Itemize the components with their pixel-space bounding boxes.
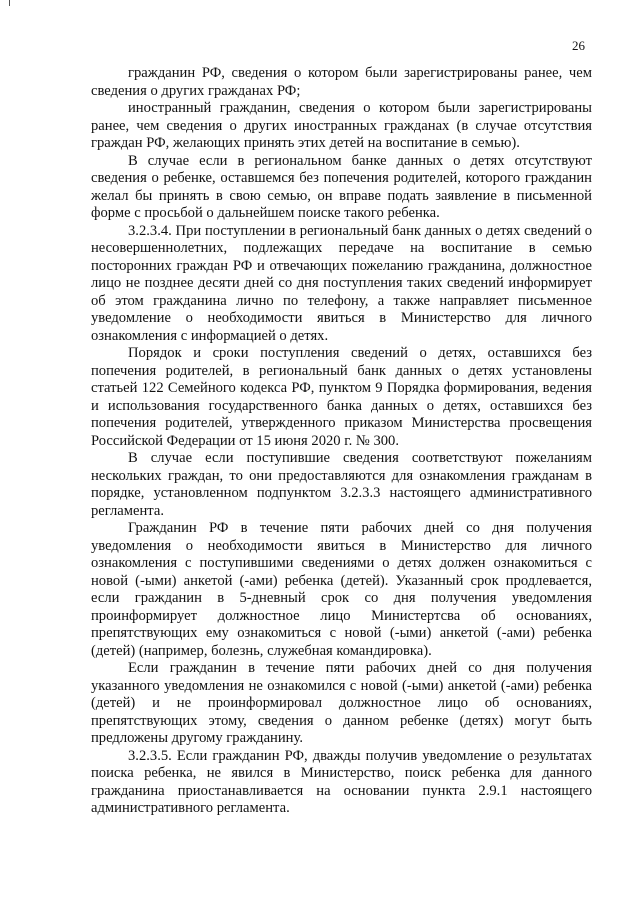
paragraph-6: В случае если поступившие сведения соответствуют пожеланиям нескольких граждан, то они предоставляются для ознакомления гражданам в порядке, установленном подпунктом 3.2.3.3 настоящего административного регламента.	[91, 450, 592, 519]
paragraph-4: 3.2.3.4. При поступлении в региональный банк данных о детях сведений о несовершеннолетних, подлежащих передаче на воспитание в семью посторонних граждан РФ и отвечающих пожеланию гражданина, должностное лицо не позднее десяти дней со дня поступления таких сведений информирует об этом гражданина лично по телефону, а также направляет письменное уведомление о необходимости явиться в Министерство для личного ознакомления с информацией о детях.	[91, 222, 592, 344]
document-body	[91, 65, 592, 818]
paragraph-1: гражданин РФ, сведения о котором были зарегистрированы ранее, чем сведения о других гражданах РФ;	[91, 65, 592, 99]
page-number: 26	[572, 38, 585, 53]
paragraph-5: Порядок и сроки поступления сведений о детях, оставшихся без попечения родителей, в региональный банк данных о детях установлены статьей 122 Семейного кодекса РФ, пунктом 9 Порядка формирования, ведения и использования государственного банка данных о детях, оставшихся без попечения родителей, утвержденного приказом Министерства просвещения Российской Федерации от 15 июня 2020 г. № 300.	[91, 345, 592, 449]
paragraph-7: Гражданин РФ в течение пяти рабочих дней со дня получения уведомления о необходимости явиться в Министерство для личного ознакомления с поступившими сведениями о детях должен ознакомиться с новой (-ыми) анкетой (-ами) ребенка (детей). Указанный срок продлевается, если гражданин в 5-дневный срок со дня получения уведомления проинформирует должностное лицо Министертсва об основаниях, препятствующих ему ознакомиться с новой (-ыми) анкетой (-ами) ребенка (детей) (например, болезнь, служебная командировка).	[91, 520, 592, 659]
scan-corner-mark	[9, 0, 10, 6]
paragraph-8: Если гражданин в течение пяти рабочих дней со дня получения указанного уведомления не ознакомился с новой (-ыми) анкетой (-ами) ребенка (детей) и не проинформировал должностное лицо об основаниях, препятствующих этому, сведения о данном ребенке (детях) могут быть предложены другому гражданину.	[91, 660, 592, 746]
paragraph-2: иностранный гражданин, сведения о котором были зарегистрированы ранее, чем сведения о других иностранных гражданах (в случае отсутствия граждан РФ, желающих принять этих детей на воспитание в семью).	[91, 100, 592, 151]
paragraph-3: В случае если в региональном банке данных о детях отсутствуют сведения о ребенке, оставшемся без попечения родителей, которого гражданин желал бы принять в свою семью, он вправе подать заявление в письменной форме с просьбой о дальнейшем поиске такого ребенка.	[91, 152, 592, 221]
paragraph-9: 3.2.3.5. Если гражданин РФ, дважды получив уведомление о результатах поиска ребенка, не явился в Министерство, поиск ребенка для данного гражданина приостанавливается на основании пункта 2.9.1 настоящего административного регламента.	[91, 747, 592, 816]
